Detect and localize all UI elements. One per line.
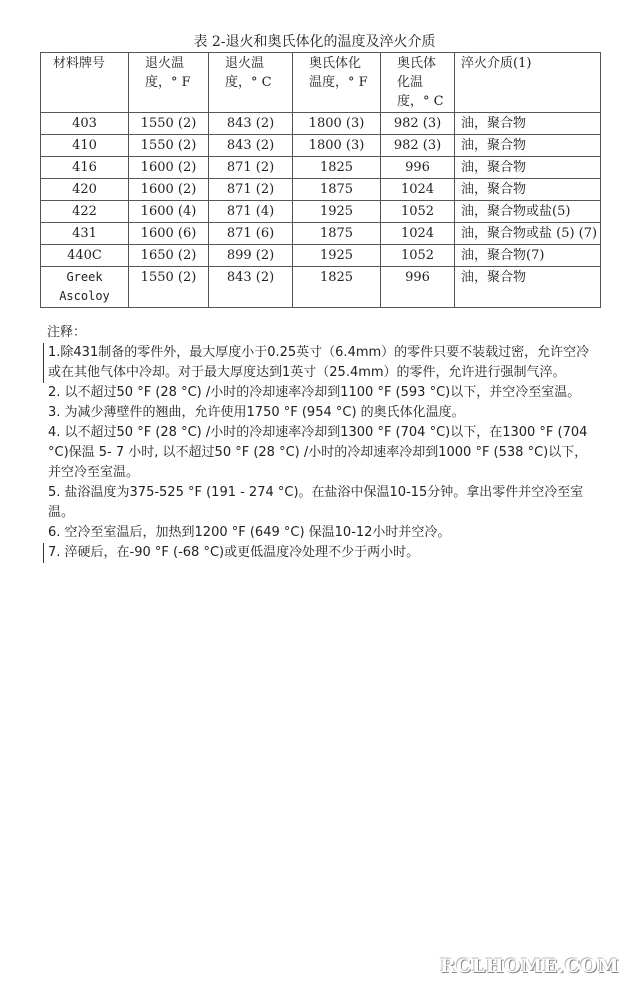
table-cell: 1600 (4)	[129, 201, 209, 223]
table-cell: 1800 (3)	[293, 113, 381, 135]
table-row	[41, 245, 601, 267]
table-cell: 1825	[293, 267, 381, 308]
notes-list	[45, 343, 593, 563]
table-header-row	[41, 53, 601, 113]
table-cell: 油，聚合物	[455, 267, 601, 308]
table-cell: 871 (2)	[209, 157, 293, 179]
table-cell: 403	[41, 113, 129, 135]
table-cell: 1600 (2)	[129, 179, 209, 201]
header-quench-medium: 淬火介质(1)	[455, 53, 601, 113]
table-cell: 油，聚合物	[455, 157, 601, 179]
table-cell: 996	[381, 157, 455, 179]
table-cell: 871 (6)	[209, 223, 293, 245]
table-cell: 1550 (2)	[129, 135, 209, 157]
header-anneal-f: 退火温 度，° F	[129, 53, 209, 113]
table-cell: 1825	[293, 157, 381, 179]
table-cell: 1800 (3)	[293, 135, 381, 157]
table-cell: 1024	[381, 223, 455, 245]
note-item: 3. 为减少薄壁件的翘曲，允许使用1750 °F (954 °C) 的奥氏体化温度。	[48, 405, 465, 420]
table-cell: Greek Ascoloy	[41, 267, 129, 308]
table-cell: 1024	[381, 179, 455, 201]
table-cell: 油，聚合物或盐(5)	[455, 201, 601, 223]
header-anneal-c: 退火温 度，° C	[209, 53, 293, 113]
table-row	[41, 157, 601, 179]
note-item: 4. 以不超过50 °F (28 °C) /小时的冷却速率冷却到1300 °F (704 °C)以下，在1300 °F (704 °C)保温 5- 7 小时, 以不超过50 °F (28 °C) /小时的冷却速率冷却到1000 °F (538 °C)以下，并空冷至室温。	[48, 425, 588, 480]
table-cell: 996	[381, 267, 455, 308]
table-cell: 410	[41, 135, 129, 157]
table-cell: 1925	[293, 245, 381, 267]
table-cell: 油，聚合物	[455, 113, 601, 135]
heat-treatment-table	[40, 52, 601, 308]
table-cell: 1600 (2)	[129, 157, 209, 179]
table-cell: 1052	[381, 201, 455, 223]
table-cell: 982 (3)	[381, 113, 455, 135]
watermark: RCLHOME.COM	[439, 955, 619, 977]
table-cell: 422	[41, 201, 129, 223]
table-cell: 油，聚合物	[455, 179, 601, 201]
table-cell: 871 (4)	[209, 201, 293, 223]
table-cell: 油，聚合物	[455, 135, 601, 157]
table-cell: 899 (2)	[209, 245, 293, 267]
table-row	[41, 179, 601, 201]
note-item: 6. 空冷至室温后，加热到1200 °F (649 °C) 保温10-12小时并空冷。	[48, 525, 451, 540]
notes-label: 注释：	[47, 325, 87, 340]
header-austenitize-c: 奥氏体 化温 度，° C	[381, 53, 455, 113]
table-cell: 1875	[293, 223, 381, 245]
table-row	[41, 113, 601, 135]
table-cell: 油，聚合物(7)	[455, 245, 601, 267]
note-item: 7. 淬硬后，在-90 °F (-68 °C)或更低温度冷处理不少于两小时。	[43, 543, 593, 563]
table-cell: 871 (2)	[209, 179, 293, 201]
table-cell: 油，聚合物或盐 (5) (7)	[455, 223, 601, 245]
table-cell: 420	[41, 179, 129, 201]
table-row	[41, 135, 601, 157]
table-cell: 1925	[293, 201, 381, 223]
table-row	[41, 267, 601, 308]
table-cell: 982 (3)	[381, 135, 455, 157]
table-cell: 1600 (6)	[129, 223, 209, 245]
header-grade: 材料牌号	[41, 53, 129, 113]
table-title: 表 2-退火和奥氏体化的温度及淬火介质	[193, 34, 436, 50]
table-row	[41, 201, 601, 223]
table-cell: 1550 (2)	[129, 267, 209, 308]
table-cell: 1550 (2)	[129, 113, 209, 135]
header-austenitize-f: 奥氏体化 温度，° F	[293, 53, 381, 113]
table-cell: 440C	[41, 245, 129, 267]
table-cell: 416	[41, 157, 129, 179]
table-cell: 1650 (2)	[129, 245, 209, 267]
table-cell: 431	[41, 223, 129, 245]
note-item: 2. 以不超过50 °F (28 °C) /小时的冷却速率冷却到1100 °F (593 °C)以下，并空冷至室温。	[48, 385, 581, 400]
table-cell: 843 (2)	[209, 113, 293, 135]
table-row	[41, 223, 601, 245]
table-cell: 843 (2)	[209, 135, 293, 157]
table-cell: 843 (2)	[209, 267, 293, 308]
table-cell: 1052	[381, 245, 455, 267]
table-cell: 1875	[293, 179, 381, 201]
note-item: 5. 盐浴温度为375-525 °F (191 - 274 °C)。在盐浴中保温10-15分钟。拿出零件并空冷至室温。	[48, 485, 584, 520]
note-item: 1.除431制备的零件外，最大厚度小于0.25英寸（6.4mm）的零件只要不装载过密，允许空冷或在其他气体中冷却。对于最大厚度达到1英寸（25.4mm）的零件，允许进行强制气淬。	[43, 343, 593, 383]
